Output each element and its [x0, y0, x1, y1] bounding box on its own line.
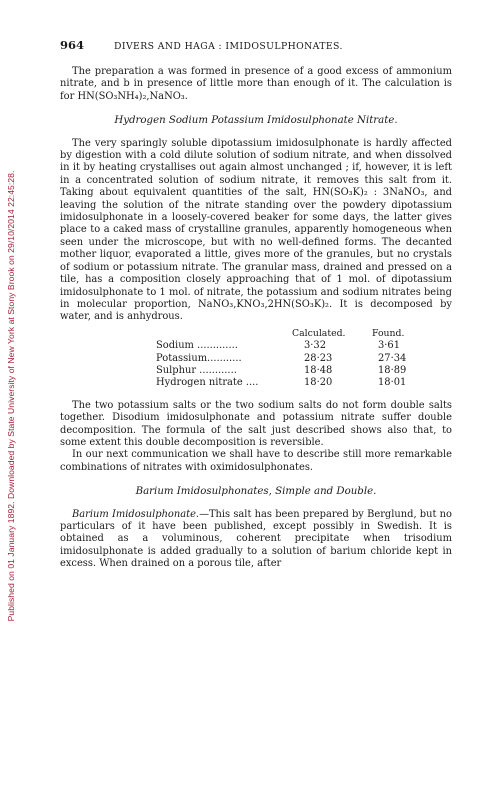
- column-header-calculated: Calculated.: [292, 327, 346, 339]
- row-label: Potassium...........: [156, 352, 242, 364]
- row-calculated: 3·32: [304, 340, 326, 352]
- row-found: 3·61: [378, 340, 400, 352]
- page-number: 964: [60, 38, 85, 52]
- row-found: 18·01: [378, 377, 407, 389]
- row-label: Sodium .............: [156, 340, 238, 352]
- paragraph-double-salts: The two potassium salts or the two sodium salts do not form double salts together. Disodium imidosulphonate and potassium nitrate suffer double decomposition. The formula of the salt just described shows also that, to some extent this double decomposition is reversible.: [60, 399, 452, 448]
- download-watermark-sidebar: [0, 0, 22, 792]
- table-row: [60, 353, 452, 365]
- paragraph-preparation: The preparation a was formed in presence of a good excess of ammonium nitrate, and b in presence of little more than enough of it. The calculation is for HN(SO₃NH₄)₂,NaNO₃.: [60, 66, 452, 102]
- paragraph-barium: [60, 509, 452, 571]
- paragraph-barium-body: —This salt has been prepared by Berglund, but no particulars of it have been published, except possibly in Swedish. It is obtained as a voluminous, coherent precipitate when trisodium imidosulphonate is added gradually to a solution of barium chloride kept in excess. When drained on a porous tile, after: [60, 508, 452, 570]
- running-head: DIVERS AND HAGA : IMIDOSULPHONATES.: [114, 41, 343, 52]
- row-found: 27·34: [378, 352, 407, 364]
- section-heading-nitrate: Hydrogen Sodium Potassium Imidosulphonate Nitrate.: [114, 115, 398, 127]
- journal-page: [60, 38, 452, 571]
- paragraph-nitrate-description: The very sparingly soluble dipotassium imidosulphonate is hardly affected by digestion with a cold dilute solution of sodium nitrate, and when dissolved in it by heating crystallises out again almost unchanged ; if, however, it is left in a concentrated solution of sodium nitrate, it removes this salt from it. Taking about equivalent quantities of the salt, HN(SO₃K)₂ : 3NaNO₃, and leaving the solution of the nitrate standing over the powdery dipotassium imidosulphonate in a loosely-covered beaker for some days, the latter gives place to a caked mass of crystalline granules, apparently homogeneous when seen under the microscope, but with no well-defined forms. The decanted mother liquor, evaporated a little, gives more of the granules, but no crystals of sodium or potassium nitrate. The granular mass, drained and pressed on a tile, has a composition closely approaching that of 1 mol. of dipotassium imidosulphonate to 1 mol. of nitrate, the potassium and sodium nitrates being in molecular proportion, NaNO₃,KNO₃,2HN(SO₃K)₂. It is decomposed by water, and is anhydrous.: [60, 137, 452, 323]
- row-calculated: 18·20: [304, 377, 333, 389]
- row-label: Sulphur ............: [156, 364, 237, 376]
- table-row: [60, 365, 452, 377]
- row-label: Hydrogen nitrate ....: [156, 377, 259, 389]
- analysis-results-table: [60, 328, 452, 390]
- row-calculated: 28·23: [304, 352, 333, 364]
- row-calculated: 18·48: [304, 364, 333, 376]
- results-table-header: [60, 328, 452, 340]
- row-found: 18·89: [378, 364, 407, 376]
- paragraph-next-communication: In our next communication we shall have to describe still more remarkable combinations of nitrates with oximidosulphonates.: [60, 449, 452, 473]
- paragraph-barium-lead: Barium Imidosulphonate.: [72, 508, 200, 520]
- download-watermark-text: Published on 01 January 1892. Downloaded by State University of New York at Stony Brook on 29/10/2014 22:45:28.: [6, 170, 16, 622]
- table-row: [60, 377, 452, 389]
- page-header: [60, 38, 452, 54]
- column-header-found: Found.: [372, 327, 405, 339]
- table-row: [60, 340, 452, 352]
- section-heading-barium: Barium Imidosulphonates, Simple and Double.: [135, 486, 377, 498]
